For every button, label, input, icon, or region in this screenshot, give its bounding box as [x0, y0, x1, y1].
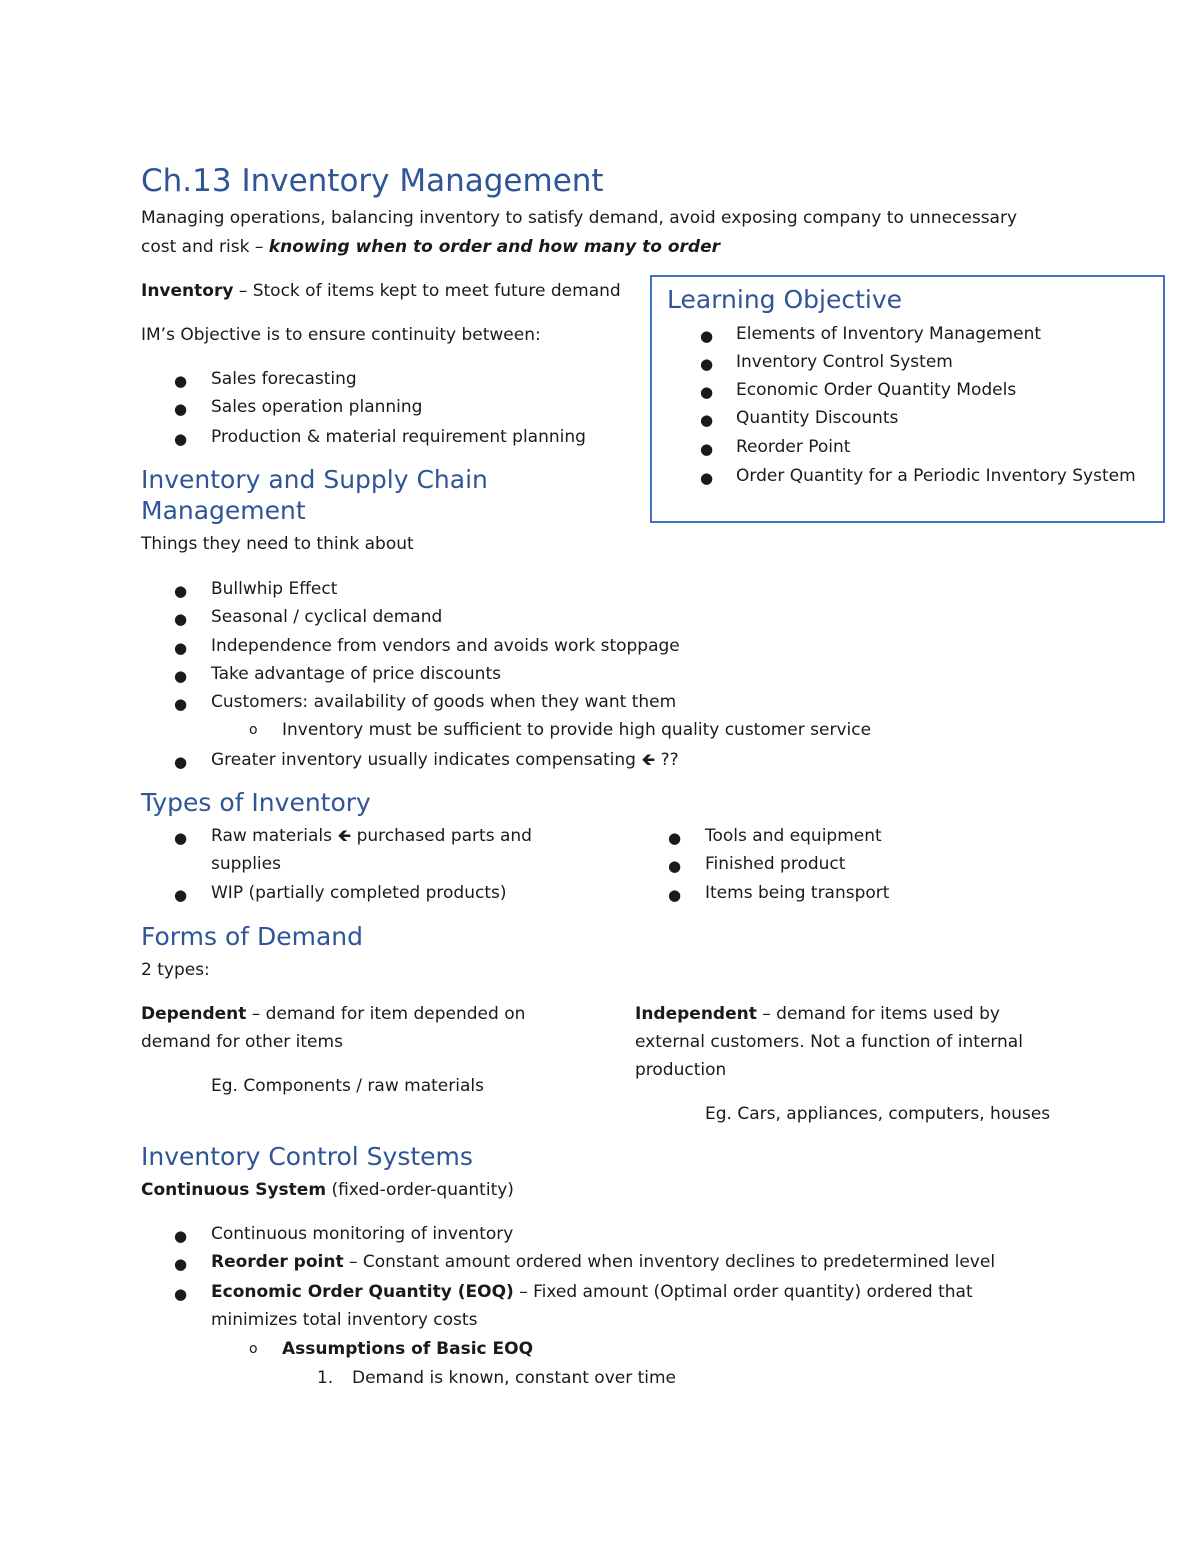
list-item: Finished product — [705, 854, 846, 874]
item-text: Raw materials — [211, 826, 338, 846]
bullet-icon: ● — [174, 829, 188, 847]
bullet-icon: ● — [174, 430, 188, 448]
item-text: – Constant amount ordered when inventory declines to predetermined level — [343, 1252, 996, 1272]
page-title: Ch.13 Inventory Management — [141, 163, 604, 199]
bullet-icon: ● — [174, 1255, 188, 1273]
demand-heading: Forms of Demand — [141, 922, 364, 951]
dependent-term: Dependent — [141, 1004, 247, 1024]
item-term: Reorder point — [211, 1252, 344, 1272]
types-heading: Types of Inventory — [141, 788, 371, 817]
list-item-continuation: minimizes total inventory costs — [211, 1310, 478, 1330]
independent-line-3: production — [635, 1060, 727, 1080]
bullet-icon: ● — [174, 1285, 188, 1303]
independent-line-2: external customers. Not a function of internal — [635, 1032, 1023, 1052]
bullet-icon: ● — [700, 411, 714, 429]
list-item: Items being transport — [705, 883, 890, 903]
intro-line-2 — [141, 233, 720, 261]
bullet-icon: ● — [174, 582, 188, 600]
bullet-icon: ● — [174, 372, 188, 390]
control-heading: Inventory Control Systems — [141, 1142, 473, 1171]
numbered-item: Demand is known, constant over time — [352, 1368, 677, 1388]
list-item: Customers: availability of goods when they want them — [211, 692, 677, 712]
control-term: Continuous System — [141, 1180, 327, 1200]
list-item: Production & material requirement planning — [211, 427, 586, 447]
independent-example: Eg. Cars, appliances, computers, houses — [705, 1104, 1051, 1124]
intro-line-1: Managing operations, balancing inventory to satisfy demand, avoid exposing company to unnecessary — [141, 208, 1018, 228]
list-item: Reorder Point — [736, 437, 851, 457]
inventory-term: Inventory — [141, 281, 234, 301]
list-item — [211, 746, 679, 774]
bullet-icon: ● — [174, 695, 188, 713]
list-item: Bullwhip Effect — [211, 579, 338, 599]
circle-bullet-icon: o — [249, 1341, 258, 1357]
learning-objective-heading: Learning Objective — [667, 285, 903, 314]
item-text: ?? — [655, 750, 679, 770]
bullet-icon: ● — [668, 857, 682, 875]
supply-chain-heading-line-1: Inventory and Supply Chain — [141, 465, 488, 494]
number-marker: 1. — [317, 1368, 334, 1388]
demand-lead: 2 types: — [141, 960, 210, 980]
item-text: purchased parts and — [351, 826, 532, 846]
list-item: Economic Order Quantity Models — [736, 380, 1017, 400]
bullet-icon: ● — [174, 753, 188, 771]
list-item: Continuous monitoring of inventory — [211, 1224, 514, 1244]
im-objective-lead: IM’s Objective is to ensure continuity between: — [141, 325, 541, 345]
control-lead — [141, 1176, 514, 1204]
bullet-icon: ● — [174, 886, 188, 904]
sub-list-item: Inventory must be sufficient to provide high quality customer service — [282, 720, 872, 740]
bullet-icon: ● — [174, 400, 188, 418]
independent-line-1 — [635, 1000, 1000, 1028]
intro-emphasis: knowing when to order and how many to order — [268, 237, 720, 257]
arrow-left-icon: 🡸 — [337, 826, 352, 846]
bullet-icon: ● — [700, 383, 714, 401]
list-item: Inventory Control System — [736, 352, 953, 372]
supply-chain-heading-line-2: Management — [141, 496, 306, 525]
sub-list-heading: Assumptions of Basic EOQ — [282, 1339, 534, 1359]
list-item: Sales forecasting — [211, 369, 357, 389]
bullet-icon: ● — [668, 886, 682, 904]
list-item: Sales operation planning — [211, 397, 423, 417]
control-text: (fixed-order-quantity) — [326, 1180, 514, 1200]
list-item: Order Quantity for a Periodic Inventory System — [736, 466, 1136, 486]
bullet-icon: ● — [174, 639, 188, 657]
arrow-left-icon: 🡸 — [641, 750, 656, 770]
list-item — [211, 1248, 995, 1276]
list-item — [211, 822, 532, 850]
inventory-text: – Stock of items kept to meet future demand — [233, 281, 621, 301]
list-item: Quantity Discounts — [736, 408, 899, 428]
item-term: Economic Order Quantity (EOQ) — [211, 1282, 514, 1302]
intro-text: cost and risk – — [141, 237, 269, 257]
list-item — [211, 1278, 973, 1306]
item-text: – Fixed amount (Optimal order quantity) ordered that — [513, 1282, 973, 1302]
dependent-line-2: demand for other items — [141, 1032, 343, 1052]
list-item: Take advantage of price discounts — [211, 664, 501, 684]
list-item: WIP (partially completed products) — [211, 883, 507, 903]
bullet-icon: ● — [174, 1227, 188, 1245]
dependent-line-1 — [141, 1000, 525, 1028]
list-item: Tools and equipment — [705, 826, 882, 846]
supply-chain-lead: Things they need to think about — [141, 534, 414, 554]
circle-bullet-icon: o — [249, 722, 258, 738]
independent-term: Independent — [635, 1004, 757, 1024]
independent-text: – demand for items used by — [756, 1004, 1000, 1024]
dependent-text: – demand for item depended on — [246, 1004, 526, 1024]
list-item: Independence from vendors and avoids work stoppage — [211, 636, 680, 656]
bullet-icon: ● — [700, 469, 714, 487]
list-item: Elements of Inventory Management — [736, 324, 1042, 344]
bullet-icon: ● — [174, 667, 188, 685]
item-text: Greater inventory usually indicates compensating — [211, 750, 642, 770]
list-item: Seasonal / cyclical demand — [211, 607, 443, 627]
bullet-icon: ● — [700, 327, 714, 345]
bullet-icon: ● — [700, 440, 714, 458]
list-item-continuation: supplies — [211, 854, 281, 874]
dependent-example: Eg. Components / raw materials — [211, 1076, 484, 1096]
bullet-icon: ● — [700, 355, 714, 373]
bullet-icon: ● — [174, 610, 188, 628]
bullet-icon: ● — [668, 829, 682, 847]
inventory-definition — [141, 277, 621, 305]
